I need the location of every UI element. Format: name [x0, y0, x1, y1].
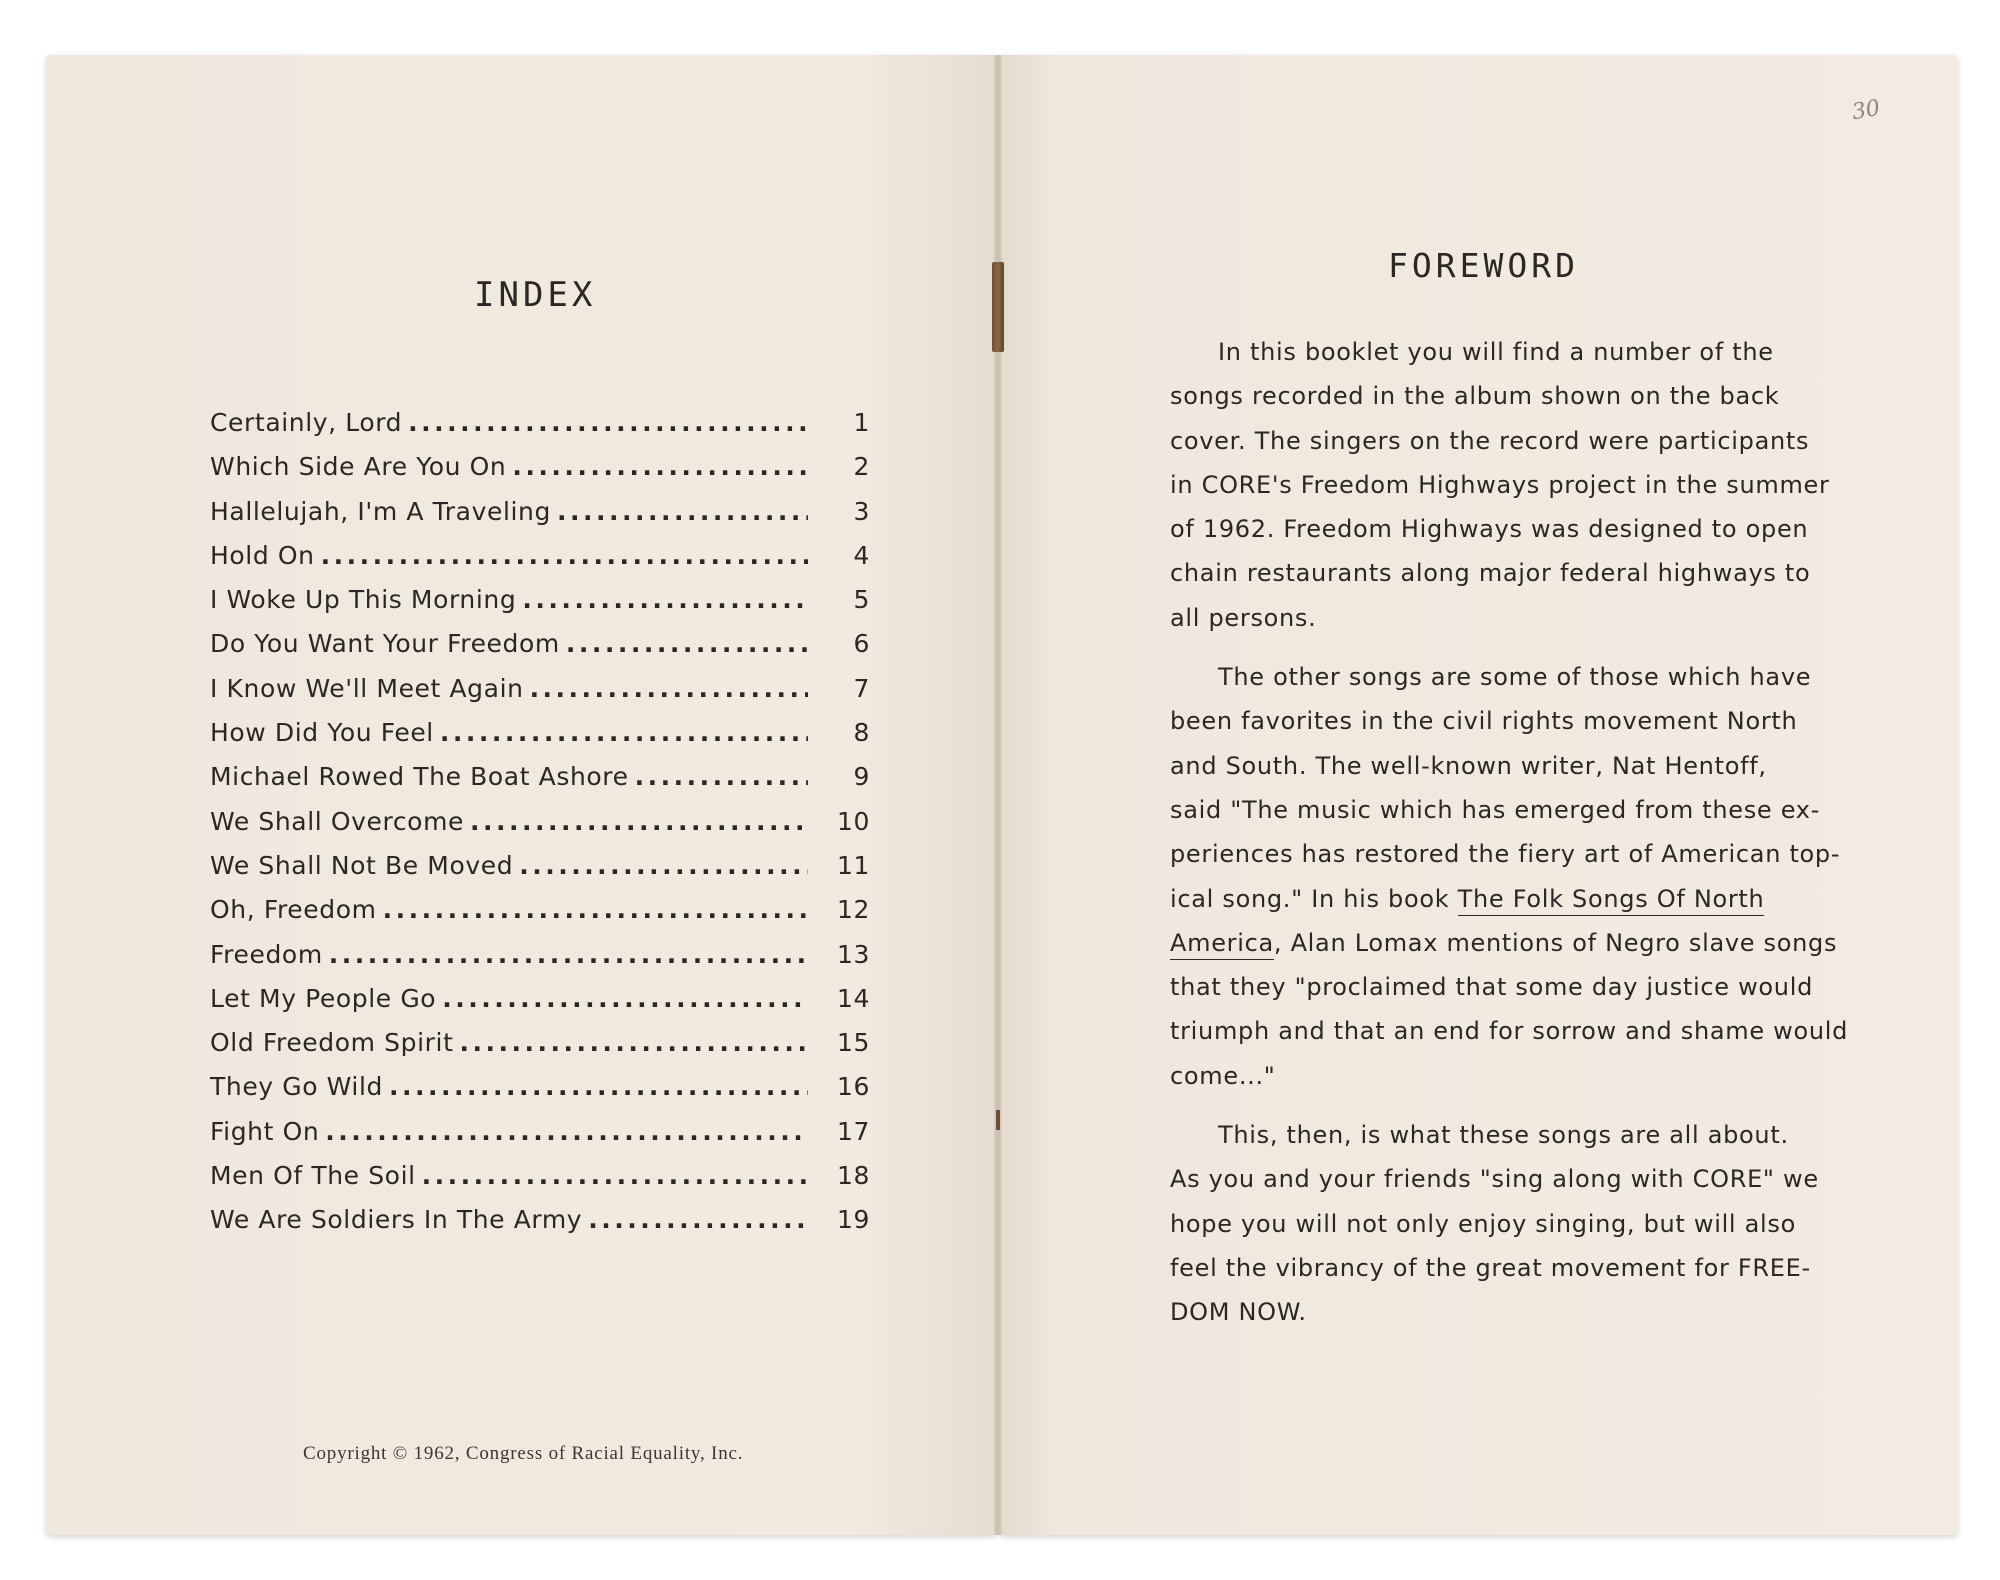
index-entry [210, 851, 870, 895]
index-entry-leader [635, 762, 808, 791]
foreword-line: In this booklet you will find a number of the [1218, 338, 1774, 366]
foreword-line: feel the vibrancy of the great movement for FREE- [1170, 1253, 1811, 1282]
index-entry [210, 674, 870, 718]
index-entry [210, 762, 870, 806]
index-entry [210, 1072, 870, 1116]
index-entry-page: 18 [836, 1161, 870, 1191]
index-entry-title: Hallelujah, I'm A Traveling [210, 496, 551, 526]
index-entry [210, 629, 870, 673]
foreword-body [1170, 330, 1849, 1335]
index-list [210, 408, 870, 1250]
index-entry-leader [442, 984, 808, 1013]
index-entry-title: Hold On [210, 540, 315, 570]
copyright-notice: Copyright © 1962, Congress of Racial Equality, Inc. [303, 1443, 744, 1464]
foreword-line: and South. The well-known writer, Nat Hentoff, [1170, 751, 1767, 780]
index-entry-leader [389, 1072, 808, 1101]
foreword-text: , Alan Lomax mentions of Negro slave songs [1273, 928, 1838, 957]
index-entry-page: 1 [853, 408, 870, 437]
index-entry [210, 1028, 870, 1072]
index-entry-title: Oh, Freedom [210, 895, 377, 925]
index-entry-page: 9 [853, 762, 870, 792]
foreword-line: all persons. [1170, 603, 1317, 632]
index-entry-title: I Know We'll Meet Again [210, 673, 524, 703]
foreword-line: hope you will not only enjoy singing, but will also [1170, 1209, 1796, 1238]
foreword-paragraph-2 [1170, 655, 1849, 1098]
index-entry-page: 12 [836, 895, 870, 925]
index-entry-page: 8 [853, 718, 870, 748]
foreword-line [1170, 877, 1830, 921]
index-entry [210, 984, 870, 1028]
foreword-line: that they "proclaimed that some day justice would [1170, 973, 1814, 1002]
index-entry [210, 940, 870, 984]
index-entry-leader [519, 851, 808, 880]
foreword-paragraph-3 [1170, 1113, 1830, 1334]
index-entry-leader [325, 1117, 808, 1146]
index-entry-title: Men Of The Soil [210, 1161, 416, 1191]
foreword-text: ical song." In his book [1170, 884, 1458, 913]
index-entry-page: 6 [853, 629, 870, 659]
index-entry-page: 5 [853, 585, 870, 615]
index-entry [210, 452, 870, 496]
foreword-paragraph-1 [1170, 330, 1830, 640]
foreword-line: The other songs are some of those which have [1218, 663, 1812, 692]
index-entry-leader [321, 541, 808, 570]
index-entry [210, 408, 870, 452]
index-entry-leader [522, 585, 808, 614]
foreword-line: periences has restored the fiery art of American top- [1170, 840, 1841, 869]
index-entry-leader [566, 629, 808, 658]
index-entry-page: 10 [836, 806, 870, 836]
index-entry-page: 4 [853, 540, 870, 570]
index-entry-leader [329, 940, 808, 969]
index-entry-leader [459, 1028, 808, 1057]
staple-icon [992, 262, 1004, 352]
index-entry-leader [588, 1205, 808, 1234]
staple-mark-icon [996, 1110, 1000, 1130]
index-entry-title: Fight On [210, 1116, 320, 1146]
book-title: America [1170, 929, 1274, 960]
index-entry-page: 15 [836, 1028, 870, 1058]
foreword-line: DOM NOW. [1170, 1298, 1307, 1327]
index-entry-page: 11 [836, 850, 870, 880]
index-entry-leader [440, 718, 808, 747]
foreword-line: cover. The singers on the record were participants [1170, 426, 1810, 455]
index-entry [210, 1161, 870, 1205]
index-entry-title: How Did You Feel [210, 718, 434, 748]
foreword-title: FOREWORD [1388, 246, 1579, 285]
foreword-line: songs recorded in the album shown on the back [1170, 382, 1780, 411]
foreword-line: This, then, is what these songs are all about. [1218, 1121, 1789, 1150]
index-entry-title: Certainly, Lord [210, 408, 403, 437]
foreword-line: of 1962. Freedom Highways was designed to open [1170, 515, 1809, 544]
index-entry-page: 7 [853, 673, 870, 703]
index-entry-leader [470, 807, 808, 836]
index-entry-leader [383, 895, 808, 924]
index-entry-title: Michael Rowed The Boat Ashore [210, 762, 629, 792]
index-entry-page: 17 [836, 1116, 870, 1146]
index-entry [210, 585, 870, 629]
index-entry [210, 497, 870, 541]
foreword-line: chain restaurants along major federal highways to [1170, 559, 1811, 588]
index-entry-title: Do You Want Your Freedom [210, 629, 560, 659]
index-entry [210, 807, 870, 851]
index-entry [210, 718, 870, 762]
foreword-line: triumph and that an end for sorrow and shame would [1170, 1017, 1849, 1046]
foreword-line: said "The music which has emerged from these ex- [1170, 795, 1821, 824]
index-entry-page: 19 [836, 1205, 870, 1235]
foreword-line: been favorites in the civil rights movement North [1170, 707, 1798, 736]
foreword-line [1170, 921, 1838, 965]
foreword-line: in CORE's Freedom Highways project in the summer [1170, 470, 1830, 499]
index-entry-title: We Shall Overcome [210, 806, 465, 836]
index-entry-page: 13 [836, 939, 870, 969]
index-entry [210, 541, 870, 585]
index-entry-page: 16 [836, 1072, 870, 1102]
index-entry [210, 1205, 870, 1249]
index-entry-leader [530, 674, 808, 703]
index-entry-title: Freedom [210, 939, 323, 969]
index-entry-leader [512, 452, 808, 481]
foreword-line: come..." [1170, 1061, 1276, 1090]
foreword-line: As you and your friends "sing along with CORE" we [1170, 1165, 1819, 1194]
pencil-mark: 30 [1850, 95, 1882, 126]
index-title: INDEX [474, 275, 597, 315]
index-entry [210, 895, 870, 939]
index-entry-page: 3 [853, 496, 870, 526]
index-entry-leader [557, 497, 808, 526]
index-entry-leader [422, 1161, 808, 1190]
index-entry-title: Let My People Go [210, 983, 437, 1013]
index-entry-title: We Shall Not Be Moved [210, 850, 514, 880]
book-title: The Folk Songs Of North [1458, 885, 1765, 916]
index-entry-leader [408, 408, 808, 437]
index-entry-page: 14 [836, 983, 870, 1013]
index-entry-page: 2 [853, 452, 870, 482]
index-entry-title: I Woke Up This Morning [210, 585, 517, 615]
index-entry-title: We Are Soldiers In The Army [210, 1205, 583, 1235]
index-entry-title: They Go Wild [210, 1072, 383, 1102]
index-entry-title: Old Freedom Spirit [210, 1028, 454, 1058]
index-entry-title: Which Side Are You On [210, 452, 507, 482]
index-entry [210, 1117, 870, 1161]
